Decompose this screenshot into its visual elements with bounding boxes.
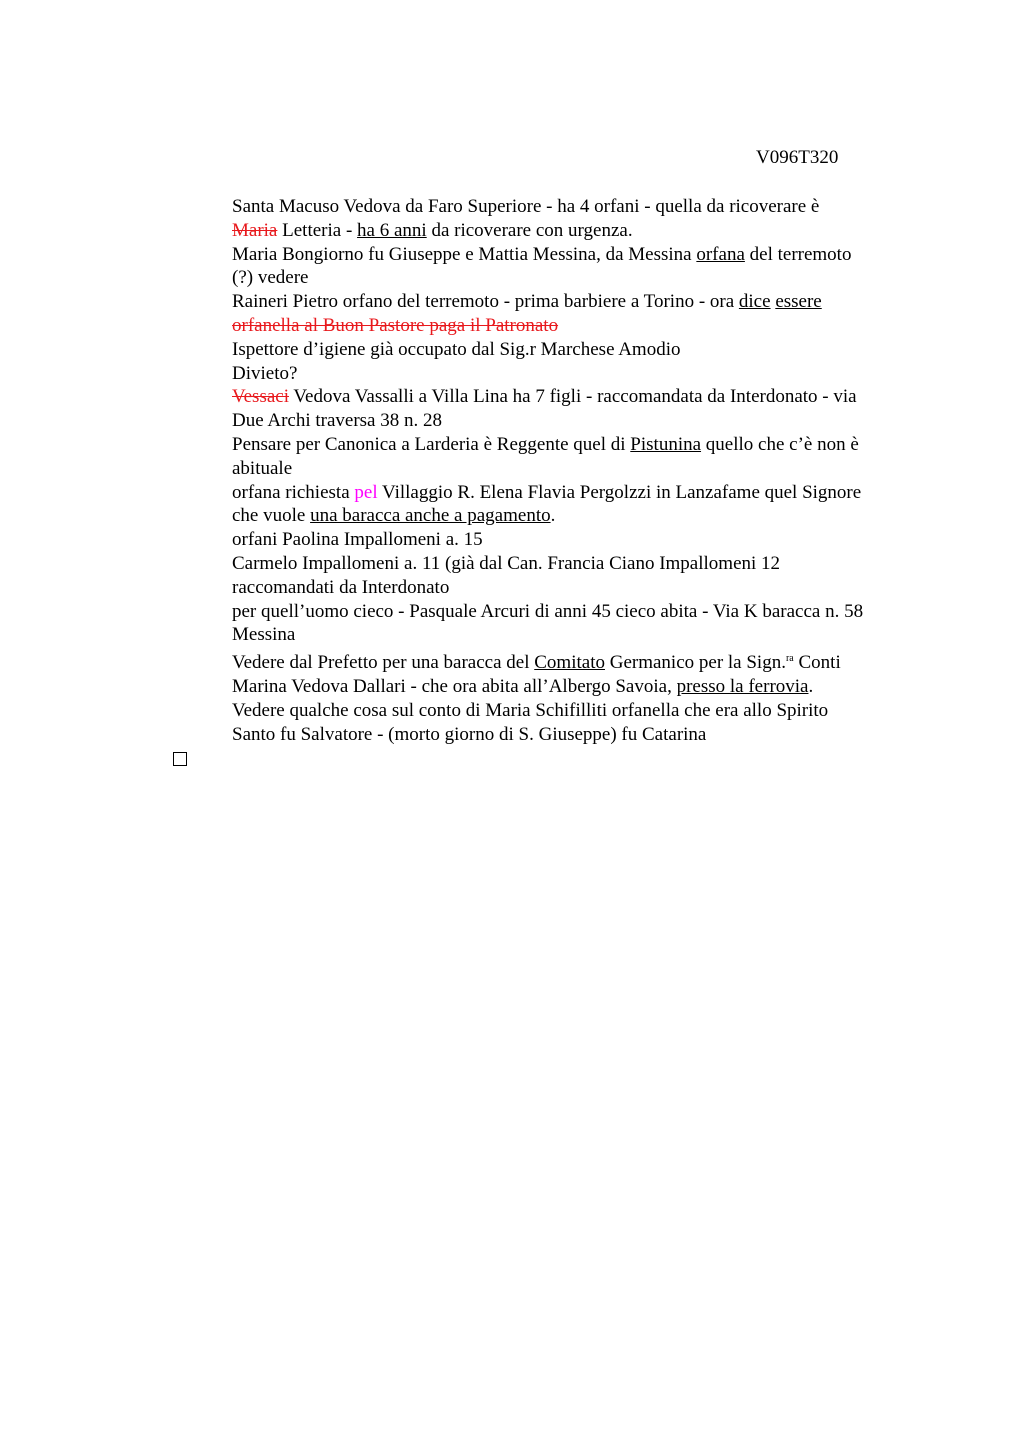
text-line	[172, 576, 924, 600]
note-paragraph	[172, 600, 924, 648]
struck-text: orfanella al Buon Pastore paga il Patronato	[232, 314, 559, 336]
note-paragraph	[172, 481, 924, 529]
text-line	[172, 362, 924, 386]
text-segment: Vedere qualche cosa sul conto di Maria Schifilliti orfanella che era allo Spirito	[232, 699, 829, 721]
text-segment: .	[550, 505, 556, 527]
text-segment: Raineri Pietro orfano del terremoto - prima barbiere a Torino - ora	[232, 291, 739, 313]
note-paragraph	[172, 243, 924, 291]
text-line	[172, 675, 924, 699]
text-segment: Pensare per Canonica a Larderia è Reggente quel di	[232, 433, 631, 455]
superscript-text: ra	[785, 653, 794, 665]
underlined-text: essere	[775, 291, 822, 313]
text-segment: Marina Vedova Dallari - che ora abita all’Albergo Savoia,	[232, 675, 677, 697]
underlined-text: presso la ferrovia	[676, 675, 809, 697]
text-line	[172, 290, 924, 314]
note-paragraph	[172, 195, 924, 243]
struck-text: Vessaci	[232, 386, 289, 408]
text-segment: Germanico per la Sign.	[604, 652, 786, 674]
note-paragraph	[172, 647, 924, 699]
text-line	[172, 623, 924, 647]
struck-text: Maria	[232, 219, 278, 241]
text-line	[172, 385, 924, 409]
text-line	[172, 528, 924, 552]
text-segment: Santo fu Salvatore - (morto giorno di S. Giuseppe) fu Catarina	[232, 723, 707, 745]
text-line	[172, 647, 924, 675]
underlined-text: Pistunina	[630, 433, 702, 455]
highlighted-text: pel	[354, 481, 378, 503]
text-segment: Messina	[232, 624, 296, 646]
text-line	[172, 409, 924, 433]
note-paragraph	[172, 362, 924, 386]
text-segment: Ispettore d’igiene già occupato dal Sig.r Marchese Amodio	[232, 338, 681, 360]
text-segment: Vedova Vassalli a Villa Lina ha 7 figli - raccomandata da Interdonato - via	[288, 386, 857, 408]
underlined-text: una baracca anche a pagamento	[310, 505, 551, 527]
underlined-text: ha 6 anni	[357, 219, 427, 241]
text-segment: Villaggio R. Elena Flavia Pergolzzi in Lanzafame quel Signore	[377, 481, 862, 503]
text-line	[172, 314, 924, 338]
text-segment: del terremoto	[744, 243, 852, 265]
text-segment: Maria Bongiorno fu Giuseppe e Mattia Messina, da Messina	[232, 243, 697, 265]
note-paragraph	[172, 338, 924, 362]
text-segment: Divieto?	[232, 362, 298, 384]
text-line	[172, 481, 924, 505]
text-line	[172, 504, 924, 528]
text-segment: quello che c’è non è	[701, 433, 859, 455]
text-segment: .	[808, 675, 814, 697]
text-segment: raccomandati da Interdonato	[232, 576, 450, 598]
text-line	[172, 338, 924, 362]
note-paragraph	[172, 552, 924, 600]
note-paragraph	[172, 385, 924, 433]
text-line	[172, 219, 924, 243]
text-segment: Carmelo Impallomeni a. 11 (già dal Can. Francia Ciano Impallomeni 12	[232, 552, 781, 574]
text-line	[172, 723, 924, 747]
document-id: V096T320	[756, 147, 839, 168]
text-segment: per quell’uomo cieco - Pasquale Arcuri di anni 45 cieco abita - Via K baracca n. 58	[232, 600, 864, 622]
text-segment: abituale	[232, 457, 293, 479]
note-paragraph	[172, 433, 924, 481]
checkbox-icon	[173, 752, 187, 766]
text-line	[172, 457, 924, 481]
text-line	[172, 195, 924, 219]
text-line	[172, 266, 924, 290]
note-paragraph	[172, 314, 924, 338]
note-paragraph	[172, 528, 924, 552]
text-line	[172, 699, 924, 723]
text-segment: orfana richiesta	[232, 481, 355, 503]
text-segment: Conti	[793, 652, 841, 674]
text-segment: che vuole	[232, 505, 311, 527]
underlined-text: orfana	[696, 243, 745, 265]
underlined-text: dice	[738, 291, 771, 313]
text-segment: Due Archi traversa 38 n. 28	[232, 410, 442, 432]
text-segment: orfani Paolina Impallomeni a. 15	[232, 529, 483, 551]
text-line	[172, 552, 924, 576]
text-line	[172, 600, 924, 624]
note-paragraph	[172, 699, 924, 747]
text-line	[172, 243, 924, 267]
text-line	[172, 433, 924, 457]
note-paragraph	[172, 290, 924, 314]
text-segment: Santa Macuso Vedova da Faro Superiore - ha 4 orfani - quella da ricoverare è	[232, 196, 820, 217]
underlined-text: Comitato	[534, 652, 605, 674]
text-segment: Vedere dal Prefetto per una baracca del	[232, 652, 535, 674]
text-segment: Letteria -	[277, 219, 358, 241]
text-segment: (?) vedere	[232, 267, 309, 289]
document-body	[172, 195, 924, 773]
text-segment: da ricoverare con urgenza.	[426, 219, 633, 241]
